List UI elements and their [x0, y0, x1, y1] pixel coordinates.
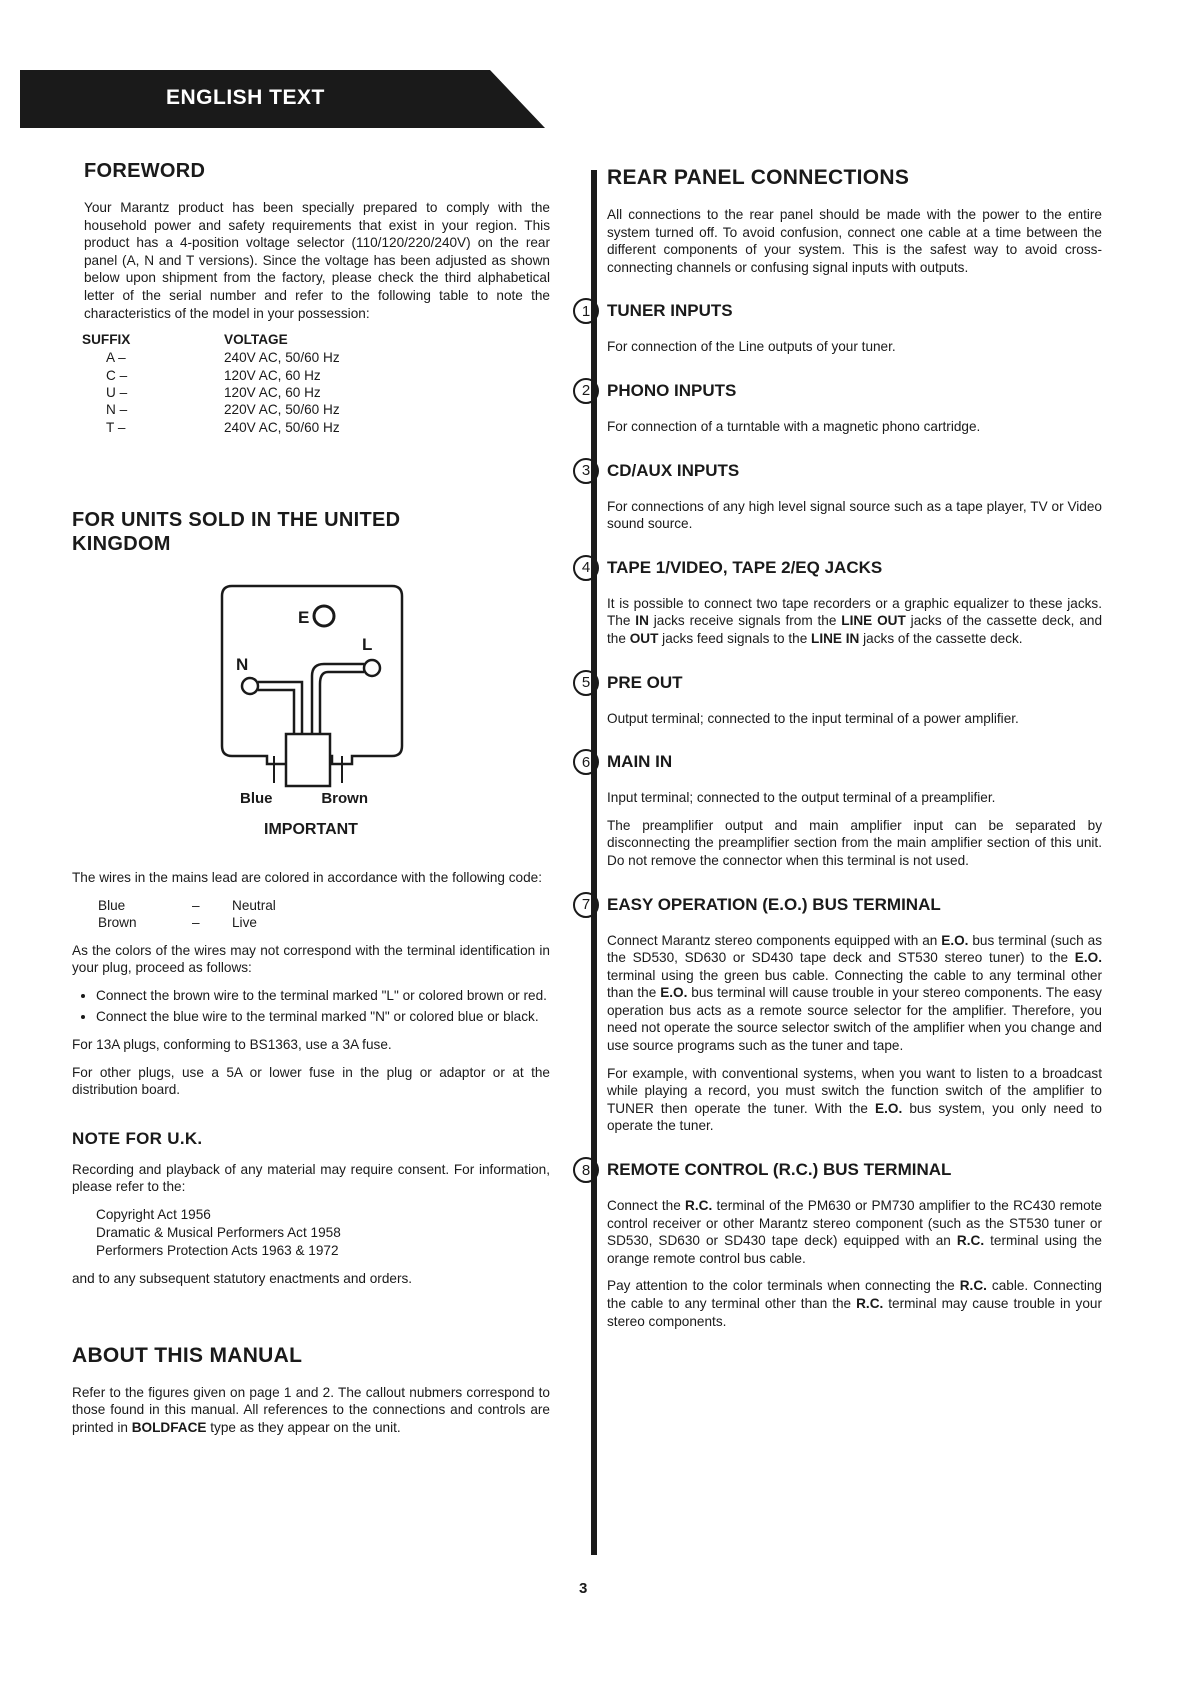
main-in-body-1: Input terminal; connected to the output terminal of a preamplifier. [607, 790, 996, 806]
text-run: jacks of the cassette deck, and the [607, 613, 1103, 646]
bold-run: R.C. [959, 1278, 987, 1294]
fuse-13a-note: For 13A plugs, conforming to BS1363, use a 3A fuse. [72, 1036, 392, 1052]
about-boldface: BOLDFACE [131, 1419, 207, 1435]
eo-bus-body-2 [607, 1065, 1102, 1135]
cd-aux-section [581, 458, 1102, 533]
tuner-inputs-section [581, 298, 1102, 356]
right-column [581, 166, 1103, 1352]
text-run: bus system, you only need to operate the tuner. [607, 1100, 1102, 1134]
callout-number: 3 [573, 458, 599, 484]
wire-labels [240, 790, 368, 807]
voltage-cell: 120V AC, 60 Hz [224, 384, 321, 400]
suffix-cell: A – [106, 350, 126, 366]
callout-number: 4 [573, 555, 599, 581]
wire-dash: – [192, 897, 200, 913]
wire-dash: – [192, 915, 200, 931]
callout-number: 1 [573, 298, 599, 324]
suffix-cell: U – [106, 384, 128, 400]
bold-run: LINE IN [811, 630, 860, 646]
bold-run: IN [635, 613, 649, 629]
section-title: TAPE 1/VIDEO, TAPE 2/EQ JACKS [607, 557, 883, 577]
bold-run: R.C. [956, 1233, 985, 1249]
l-terminal-label: L [362, 635, 373, 655]
section-title: REMOTE CONTROL (R.C.) BUS TERMINAL [607, 1160, 952, 1180]
callout-number: 5 [573, 670, 599, 696]
about-body [72, 1384, 550, 1437]
text-run: terminal of the PM630 or PM730 amplifier to the RC430 remote control receiver or other Marantz stereo component (such as the ST530 tuner or SD530, SD630 or SD430 tape deck) equipped with an [607, 1198, 1102, 1249]
rear-title: REAR PANEL CONNECTIONS [607, 166, 910, 189]
text-run: bus terminal will cause trouble in your stereo components. The easy operation bus acts as a remote source selector for the amplifier. Therefore, you need not operate the source selector switch of the amplifier when you change and use source programs such as the tuner and tape. [607, 985, 1102, 1054]
bold-run: E.O. [941, 932, 969, 948]
bold-run: R.C. [856, 1296, 884, 1311]
suffix-cell: N – [106, 402, 128, 418]
bold-run: LINE OUT [841, 613, 906, 629]
bold-run: E.O. [875, 1100, 903, 1116]
about-text-a: Refer to the figures given on page 1 and 2. The callout nubmers correspond to those found in this manual. All references to the connections and controls are printed in [72, 1384, 550, 1435]
about-title: ABOUT THIS MANUAL [72, 1343, 303, 1367]
section-title: CD/AUX INPUTS [607, 460, 740, 480]
tape-jacks-body [607, 595, 1102, 648]
rc-bus-body-2 [607, 1277, 1102, 1330]
e-terminal-label: E [298, 608, 310, 628]
text-run: terminal using the orange remote control bus cable. [607, 1233, 1102, 1266]
list-item: Copyright Act 1956 [96, 1206, 211, 1222]
phono-inputs-heading [573, 378, 1102, 404]
phono-inputs-section [581, 378, 1102, 436]
blue-wire-label: Blue [240, 790, 273, 808]
pre-out-body: Output terminal; connected to the input terminal of a power amplifier. [607, 710, 1019, 726]
acts-list [96, 1206, 550, 1260]
cd-aux-heading [573, 458, 1102, 484]
wire-note: As the colors of the wires may not correspond with the terminal identification in your plug, proceed as follows: [72, 942, 550, 976]
voltage-cell: 240V AC, 50/60 Hz [224, 350, 340, 366]
pre-out-heading [573, 670, 1102, 696]
foreword-body: Your Marantz product has been specially prepared to comply with the household power and safety requirements that exist in your region. This product has a 4-position voltage selector (110/120/220/240V) on the rear panel (A, N and T versions). Since the voltage has been adjusted as shown below upon shipment from the factory, please check the third alphabetical letter of the serial number and refer to the following table to note the characteristics of the model in your possession: [84, 200, 550, 321]
callout-number: 8 [573, 1157, 599, 1183]
wire-code-intro: The wires in the mains lead are colored in accordance with the following code: [72, 870, 542, 886]
note-uk-section [72, 1129, 550, 1288]
wire-code-list [72, 897, 550, 932]
text-run: For example, with conventional systems, when you want to listen to a broadcast while playing a record, you must switch the function switch of the amplifier to TUNER then operate the tuner. With the [607, 1065, 1102, 1116]
wire-color: Brown [98, 915, 137, 931]
wire-color: Blue [98, 897, 126, 913]
wire-meaning: Neutral [232, 897, 276, 913]
note-uk-body: Recording and playback of any material may require consent. For information, please refer to the: [72, 1161, 550, 1195]
text-run: It is possible to connect two tape recorders or a graphic equalizer to these jacks. The [607, 595, 1102, 629]
tuner-inputs-heading [573, 298, 1102, 324]
bold-run: OUT [629, 630, 659, 646]
main-in-heading [573, 749, 1102, 775]
brown-wire-label: Brown [321, 790, 368, 808]
voltage-header: VOLTAGE [224, 332, 288, 348]
rc-bus-section [581, 1157, 1102, 1330]
voltage-cell: 120V AC, 60 Hz [224, 367, 321, 383]
voltage-table-header [82, 332, 340, 349]
section-title: EASY OPERATION (E.O.) BUS TERMINAL [607, 894, 941, 914]
eo-bus-heading [573, 892, 1102, 918]
suffix-cell: C – [106, 367, 128, 383]
plug-diagram [212, 578, 412, 807]
uk-section [72, 508, 550, 1099]
suffix-cell: T – [106, 419, 126, 435]
voltage-table [82, 332, 340, 436]
text-run: terminal using the green bus cable. Connecting the cable to any terminal other than the [607, 967, 1102, 1001]
page-number: 3 [579, 1580, 588, 1597]
rear-intro-section [607, 166, 1102, 276]
section-title: PRE OUT [607, 672, 683, 692]
callout-number: 6 [573, 749, 599, 775]
section-title: TUNER INPUTS [607, 301, 733, 321]
table-row [82, 419, 340, 436]
important-heading: IMPORTANT [264, 821, 358, 839]
rc-bus-heading [573, 1157, 1102, 1183]
note-uk-title: NOTE FOR U.K. [72, 1128, 203, 1148]
suffix-header: SUFFIX [82, 332, 131, 348]
banner-title: ENGLISH TEXT [166, 86, 325, 109]
text-run: jacks receive signals from the [648, 613, 842, 629]
header-banner [20, 70, 545, 128]
callout-number: 2 [573, 378, 599, 404]
text-run: Pay attention to the color terminals when connecting the [607, 1278, 960, 1294]
table-row [82, 401, 340, 418]
main-in-section [581, 749, 1102, 869]
text-run: jacks feed signals to the [658, 630, 812, 646]
callout-number: 7 [573, 892, 599, 918]
bold-run: R.C. [685, 1198, 713, 1214]
table-row [82, 367, 340, 384]
voltage-cell: 240V AC, 50/60 Hz [224, 419, 340, 435]
text-run: terminal may cause trouble in your stereo components. [607, 1296, 1102, 1329]
left-column [72, 160, 550, 1458]
eo-bus-body-1 [607, 932, 1102, 1055]
text-run: bus terminal (such as the SD530, SD630 or SD430 tape deck and ST530 stereo tuner) to the [607, 932, 1102, 966]
pre-out-section [581, 670, 1102, 728]
bold-run: E.O. [1074, 950, 1102, 966]
tape-jacks-section [581, 555, 1103, 648]
uk-title: FOR UNITS SOLD IN THE UNITED KINGDOM [72, 509, 401, 556]
tuner-inputs-body: For connection of the Line outputs of your tuner. [607, 339, 896, 355]
plug-wiring-svg [212, 578, 412, 788]
main-in-body-2: The preamplifier output and main amplifier input can be separated by disconnecting the preamplifier section from the main amplifier section of this unit. Do not remove the connector when this terminal is not used. [607, 817, 1102, 868]
list-item: • Connect the blue wire to the terminal marked "N" or colored blue or black. [96, 1008, 550, 1026]
list-item [98, 914, 550, 931]
n-terminal-label: N [236, 655, 249, 675]
fuse-other-note: For other plugs, use a 5A or lower fuse in the plug or adaptor or at the distribution board. [72, 1064, 550, 1098]
foreword-section [72, 160, 550, 436]
list-item: • Connect the brown wire to the terminal marked "L" or colored brown or red. [96, 987, 550, 1005]
foreword-title: FOREWORD [84, 160, 206, 182]
table-row [82, 349, 340, 366]
bold-run: E.O. [660, 985, 688, 1001]
cd-aux-body: For connections of any high level signal source such as a tape player, TV or Video sound source. [607, 498, 1102, 532]
eo-bus-section [581, 892, 1102, 1136]
text-run: Connect Marantz stereo components equipped with an [607, 932, 942, 948]
wire-meaning: Live [232, 915, 257, 931]
about-section [72, 1344, 550, 1437]
rc-bus-body-1 [607, 1197, 1102, 1267]
text-run: cable. Connecting the cable to any terminal other than the [607, 1278, 1102, 1311]
about-text-b: type as they appear on the unit. [206, 1419, 401, 1435]
text-run: jacks of the cassette deck. [859, 630, 1023, 646]
wiring-bullets [72, 987, 550, 1026]
section-title: MAIN IN [607, 752, 673, 772]
phono-inputs-body: For connection of a turntable with a magnetic phono cartridge. [607, 418, 981, 434]
tape-jacks-heading [573, 555, 1102, 581]
rear-intro: All connections to the rear panel should be made with the power to the entire system turned off. To avoid confusion, connect one cable at a time between the different components of your system. This is the safest way to avoid cross-connecting channels or confusing signal inputs with outputs. [607, 207, 1102, 275]
list-item [98, 897, 550, 914]
list-item: Dramatic & Musical Performers Act 1958 [96, 1224, 341, 1240]
text-run: Connect the [607, 1198, 686, 1214]
voltage-cell: 220V AC, 50/60 Hz [224, 402, 340, 418]
table-row [82, 384, 340, 401]
note-uk-tail: and to any subsequent statutory enactments and orders. [72, 1270, 413, 1286]
section-title: PHONO INPUTS [607, 380, 737, 400]
list-item: Performers Protection Acts 1963 & 1972 [96, 1242, 339, 1258]
